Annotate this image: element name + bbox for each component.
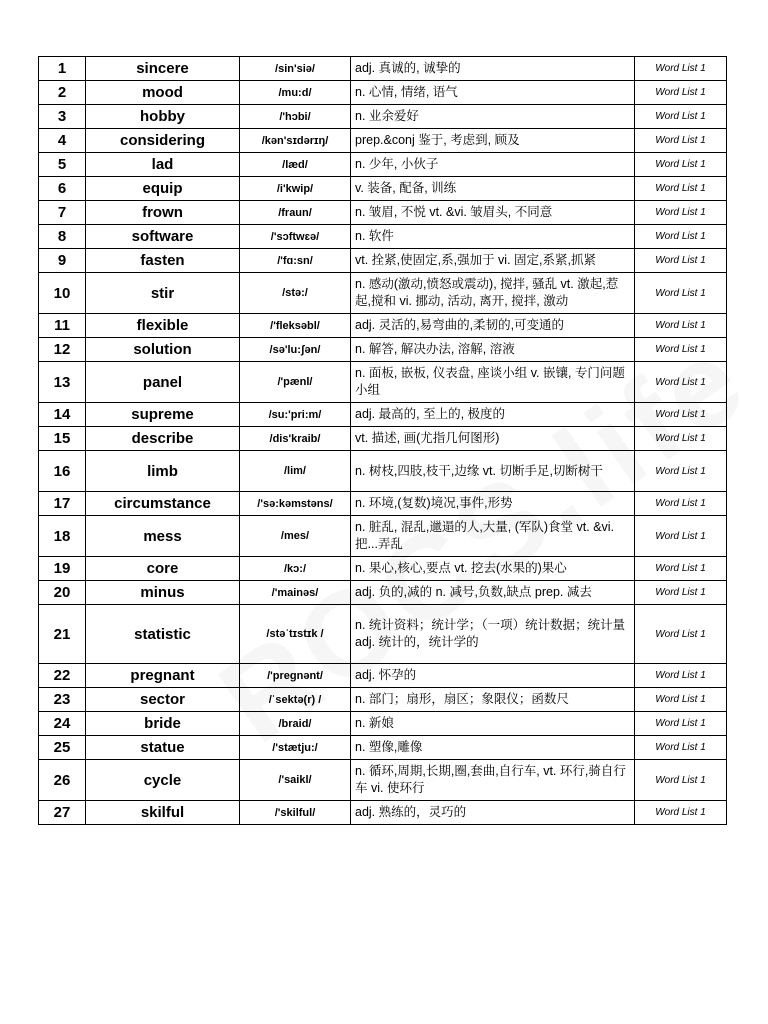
word-list-label: Word List 1 [635,760,727,801]
table-row [39,688,727,712]
vocab-word: sector [86,688,240,712]
word-list-label: Word List 1 [635,427,727,451]
word-list-label: Word List 1 [635,338,727,362]
definition: adj. 灵活的,易弯曲的,柔韧的,可变通的 [351,314,635,338]
row-number: 22 [39,664,86,688]
phonetic-transcription: /'fɑ:sn/ [240,249,351,273]
vocab-word: core [86,557,240,581]
phonetic-transcription: /stəˈtɪstɪk / [240,605,351,664]
vocab-word: bride [86,712,240,736]
definition: prep.&conj 鉴于, 考虑到, 顾及 [351,129,635,153]
phonetic-transcription: /mu:d/ [240,81,351,105]
vocabulary-table [38,56,727,825]
vocab-word: lad [86,153,240,177]
definition: n. 业余爱好 [351,105,635,129]
word-list-label: Word List 1 [635,492,727,516]
word-list-label: Word List 1 [635,57,727,81]
vocabulary-rows [39,57,727,825]
vocabulary-table-container [38,56,726,825]
row-number: 24 [39,712,86,736]
vocab-word: solution [86,338,240,362]
row-number: 2 [39,81,86,105]
phonetic-transcription: /ˈsektə(r) / [240,688,351,712]
definition: n. 部门；扇形，扇区；象限仪；函数尺 [351,688,635,712]
row-number: 7 [39,201,86,225]
phonetic-transcription: /lim/ [240,451,351,492]
phonetic-transcription: /stə:/ [240,273,351,314]
word-list-label: Word List 1 [635,129,727,153]
vocab-word: equip [86,177,240,201]
table-row [39,362,727,403]
table-row [39,225,727,249]
vocab-word: panel [86,362,240,403]
definition: adj. 真诚的, 诚挚的 [351,57,635,81]
table-row [39,153,727,177]
word-list-label: Word List 1 [635,362,727,403]
phonetic-transcription: /'mainəs/ [240,581,351,605]
word-list-label: Word List 1 [635,712,727,736]
definition: n. 解答, 解决办法, 溶解, 溶液 [351,338,635,362]
row-number: 20 [39,581,86,605]
row-number: 27 [39,801,86,825]
definition: adj. 最高的, 至上的, 极度的 [351,403,635,427]
table-row [39,201,727,225]
word-list-label: Word List 1 [635,403,727,427]
word-list-label: Word List 1 [635,516,727,557]
definition: n. 软件 [351,225,635,249]
row-number: 12 [39,338,86,362]
definition: n. 新娘 [351,712,635,736]
definition: n. 果心,核心,要点 vt. 挖去(水果的)果心 [351,557,635,581]
vocab-word: stir [86,273,240,314]
phonetic-transcription: /dis'kraib/ [240,427,351,451]
row-number: 10 [39,273,86,314]
vocab-word: considering [86,129,240,153]
word-list-label: Word List 1 [635,81,727,105]
vocab-word: statistic [86,605,240,664]
table-row [39,664,727,688]
definition: vt. 拴紧,使固定,系,强加于 vi. 固定,系紧,抓紧 [351,249,635,273]
table-row [39,129,727,153]
table-row [39,712,727,736]
table-row [39,801,727,825]
phonetic-transcription: /mes/ [240,516,351,557]
table-row [39,81,727,105]
vocab-word: minus [86,581,240,605]
phonetic-transcription: /i'kwip/ [240,177,351,201]
row-number: 26 [39,760,86,801]
word-list-label: Word List 1 [635,736,727,760]
word-list-label: Word List 1 [635,801,727,825]
phonetic-transcription: /'pænl/ [240,362,351,403]
definition: adj. 熟练的，灵巧的 [351,801,635,825]
phonetic-transcription: /su:'pri:m/ [240,403,351,427]
vocab-word: mess [86,516,240,557]
table-row [39,557,727,581]
table-row [39,516,727,557]
definition: adj. 怀孕的 [351,664,635,688]
word-list-label: Word List 1 [635,557,727,581]
definition: vt. 描述, 画(尤指几何图形) [351,427,635,451]
vocab-word: mood [86,81,240,105]
table-row [39,273,727,314]
table-row [39,760,727,801]
table-row [39,338,727,362]
word-list-label: Word List 1 [635,177,727,201]
row-number: 4 [39,129,86,153]
vocab-word: supreme [86,403,240,427]
phonetic-transcription: /'stætju:/ [240,736,351,760]
vocab-word: sincere [86,57,240,81]
vocab-word: statue [86,736,240,760]
row-number: 23 [39,688,86,712]
vocab-word: circumstance [86,492,240,516]
phonetic-transcription: /sin'siə/ [240,57,351,81]
word-list-label: Word List 1 [635,225,727,249]
word-list-label: Word List 1 [635,153,727,177]
definition: n. 心情, 情绪, 语气 [351,81,635,105]
row-number: 21 [39,605,86,664]
definition: n. 塑像,雕像 [351,736,635,760]
vocab-word: pregnant [86,664,240,688]
vocab-word: fasten [86,249,240,273]
word-list-label: Word List 1 [635,273,727,314]
row-number: 18 [39,516,86,557]
definition: adj. 负的,减的 n. 减号,负数,缺点 prep. 减去 [351,581,635,605]
phonetic-transcription: /sə'lu:ʃən/ [240,338,351,362]
phonetic-transcription: /fraun/ [240,201,351,225]
vocab-word: cycle [86,760,240,801]
definition: n. 皱眉, 不悦 vt. &vi. 皱眉头, 不同意 [351,201,635,225]
table-row [39,249,727,273]
phonetic-transcription: /kɔ:/ [240,557,351,581]
table-row [39,492,727,516]
row-number: 1 [39,57,86,81]
phonetic-transcription: /læd/ [240,153,351,177]
phonetic-transcription: /'hɔbi/ [240,105,351,129]
table-row [39,314,727,338]
phonetic-transcription: /'pregnənt/ [240,664,351,688]
table-row [39,105,727,129]
row-number: 3 [39,105,86,129]
vocab-word: describe [86,427,240,451]
definition: n. 统计资料；统计学；（一项）统计数据；统计量 adj. 统计的，统计学的 [351,605,635,664]
definition: v. 装备, 配备, 训练 [351,177,635,201]
table-row [39,177,727,201]
definition: n. 感动(激动,愤怒或震动), 搅拌, 骚乱 vt. 激起,惹起,搅和 vi. 挪动, 活动, 离开, 搅拌, 激动 [351,273,635,314]
definition: n. 树枝,四肢,枝干,边缘 vt. 切断手足,切断树干 [351,451,635,492]
row-number: 16 [39,451,86,492]
definition: n. 脏乱, 混乱,邋遢的人,大量, (军队)食堂 vt. &vi. 把...弄乱 [351,516,635,557]
word-list-label: Word List 1 [635,249,727,273]
table-row [39,736,727,760]
table-row [39,403,727,427]
table-row [39,605,727,664]
definition: n. 少年, 小伙子 [351,153,635,177]
word-list-label: Word List 1 [635,581,727,605]
row-number: 19 [39,557,86,581]
row-number: 15 [39,427,86,451]
phonetic-transcription: /'sə:kəmstəns/ [240,492,351,516]
row-number: 11 [39,314,86,338]
row-number: 5 [39,153,86,177]
word-list-label: Word List 1 [635,664,727,688]
word-list-label: Word List 1 [635,605,727,664]
word-list-label: Word List 1 [635,688,727,712]
table-row [39,451,727,492]
phonetic-transcription: /'skilful/ [240,801,351,825]
vocab-word: hobby [86,105,240,129]
vocab-word: flexible [86,314,240,338]
definition: n. 面板, 嵌板, 仪表盘, 座谈小组 v. 嵌镶, 专门问题小组 [351,362,635,403]
phonetic-transcription: /braid/ [240,712,351,736]
table-row [39,427,727,451]
word-list-label: Word List 1 [635,451,727,492]
definition: n. 循环,周期,长期,圈,套曲,自行车, vt. 环行,骑自行车 vi. 使环行 [351,760,635,801]
table-row [39,57,727,81]
vocab-word: frown [86,201,240,225]
phonetic-transcription: /kən'sɪdərɪŋ/ [240,129,351,153]
row-number: 9 [39,249,86,273]
vocab-word: limb [86,451,240,492]
word-list-label: Word List 1 [635,201,727,225]
phonetic-transcription: /'fleksəbl/ [240,314,351,338]
row-number: 14 [39,403,86,427]
row-number: 13 [39,362,86,403]
table-row [39,581,727,605]
row-number: 6 [39,177,86,201]
word-list-label: Word List 1 [635,105,727,129]
phonetic-transcription: /'sɔftwɛə/ [240,225,351,249]
row-number: 17 [39,492,86,516]
vocab-word: software [86,225,240,249]
row-number: 25 [39,736,86,760]
phonetic-transcription: /'saikl/ [240,760,351,801]
row-number: 8 [39,225,86,249]
word-list-label: Word List 1 [635,314,727,338]
vocab-word: skilful [86,801,240,825]
definition: n. 环境,(复数)境况,事件,形势 [351,492,635,516]
